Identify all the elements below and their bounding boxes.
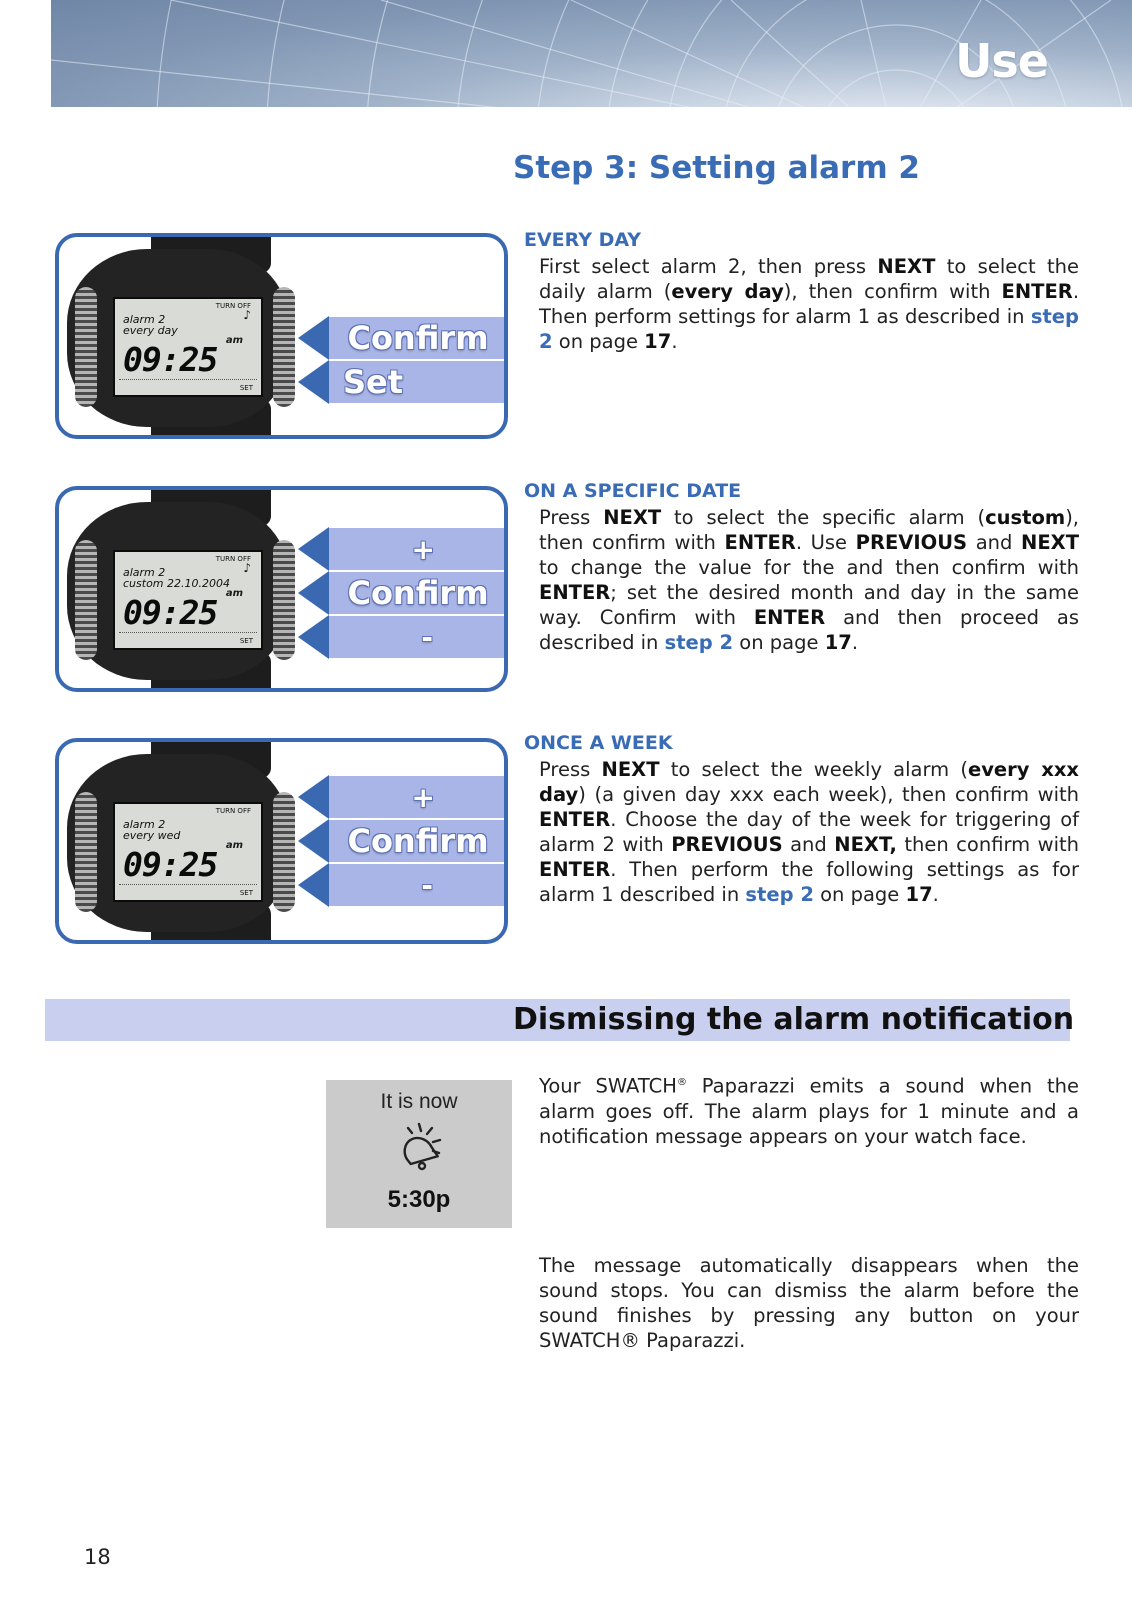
arrow-left-icon [298, 527, 329, 571]
display-ampm: am [225, 840, 243, 851]
confirm-button[interactable] [329, 820, 507, 862]
arrow-left-icon [298, 615, 329, 659]
set-label: SET [239, 889, 253, 897]
arrow-left-icon [298, 863, 329, 907]
dismiss-section-title: Dismissing the alarm notification [513, 1002, 1075, 1037]
watch-grip-left [75, 540, 97, 660]
button-label: Set [343, 363, 404, 401]
display-line-2: custom 22.10.2004 [123, 577, 230, 590]
turn-off-label: TURN OFF [215, 302, 251, 310]
button-label: + [411, 780, 435, 814]
paragraph-once-a-week: Press NEXT to select the weekly alarm (every xxx day) (a given day xxx each week), then confirm with ENTER. Choose the day of the week for triggering of alarm 2 with PREVIOUS and NEXT, then confirm with ENTER. Then perform the following settings as for alarm 1 described in step 2 on page 17. [539, 758, 1079, 906]
set-label: SET [239, 637, 253, 645]
alarm-notification-screen [326, 1080, 512, 1228]
notification-time: 5:30p [387, 1186, 451, 1213]
display-line-1: alarm 2 [123, 313, 166, 326]
confirm-button[interactable] [329, 317, 507, 359]
set-label: SET [239, 384, 253, 392]
minus-button[interactable] [329, 864, 507, 906]
watch-grip-right [273, 287, 295, 407]
button-label: - [421, 868, 433, 902]
header-title: Use [955, 34, 1048, 88]
paragraph-every-day: First select alarm 2, then press NEXT to select the daily alarm (every day), then confirm with ENTER. Then perform settings for alarm 1 as described in step 2 on page 17. [539, 255, 1080, 353]
arrow-left-icon [298, 571, 329, 615]
watch-display [113, 297, 263, 397]
display-divider [119, 632, 257, 633]
arrow-left-icon [298, 316, 329, 360]
step-title: Step 3: Setting alarm 2 [513, 150, 920, 186]
watch-grip-left [75, 792, 97, 912]
turn-off-label: TURN OFF [215, 555, 251, 563]
set-button[interactable] [329, 361, 507, 403]
display-line-2: every wed [123, 829, 181, 842]
plus-button[interactable] [329, 528, 507, 570]
watch-illustration-once-a-week [55, 738, 508, 944]
display-time: 09:25 [123, 845, 218, 884]
watch-grip-right [273, 540, 295, 660]
display-divider [119, 884, 257, 885]
plus-button[interactable] [329, 776, 507, 818]
paragraph-specific-date: Press NEXT to select the specific alarm (custom), then confirm with ENTER. Use PREVIOUS and NEXT to change the value for the and then confirm with ENTER; set the desired month and day in the same way. Confirm with ENTER and then proceed as described in step 2 on page 17. [539, 506, 1079, 654]
arrow-left-icon [298, 360, 329, 404]
watch-case [67, 754, 289, 932]
header-banner [51, 0, 1132, 107]
button-label: - [421, 620, 433, 654]
notification-text: It is now [380, 1090, 458, 1113]
display-ampm: am [225, 335, 243, 346]
display-line-1: alarm 2 [123, 566, 166, 579]
section-heading-once-a-week: ONCE A WEEK [524, 732, 673, 754]
watch-display [113, 802, 263, 902]
turn-off-label: TURN OFF [215, 807, 251, 815]
minus-button[interactable] [329, 616, 507, 658]
arrow-left-icon [298, 775, 329, 819]
button-label: Confirm [347, 822, 489, 860]
paragraph-dismiss-2: The message automatically disappears when the sound stops. You can dismiss the alarm before the sound finishes by pressing any button on your SWATCH® Paparazzi. [539, 1254, 1079, 1352]
watch-case [67, 249, 289, 427]
display-line-1: alarm 2 [123, 818, 166, 831]
arrow-left-icon [298, 819, 329, 863]
button-label: Confirm [347, 319, 489, 357]
display-divider [119, 379, 257, 380]
watch-grip-left [75, 287, 97, 407]
watch-case [67, 502, 289, 680]
confirm-button[interactable] [329, 572, 507, 614]
paragraph-dismiss-1: Your SWATCH® Paparazzi emits a sound when the alarm goes off. The alarm plays for 1 minute and a notification message appears on your watch face. [539, 1074, 1079, 1148]
display-line-2: every day [123, 324, 178, 337]
display-time: 09:25 [123, 593, 218, 632]
section-heading-specific-date: ON A SPECIFIC DATE [524, 480, 742, 502]
music-note-icon: ♪ [243, 561, 251, 575]
music-note-icon: ♪ [243, 308, 251, 322]
button-label: + [411, 532, 435, 566]
page-number: 18 [84, 1545, 111, 1569]
display-time: 09:25 [123, 340, 218, 379]
watch-illustration-specific-date [55, 486, 508, 692]
watch-display [113, 550, 263, 650]
button-label: Confirm [347, 574, 489, 612]
watch-grip-right [273, 792, 295, 912]
section-heading-every-day: EVERY DAY [524, 229, 642, 251]
watch-illustration-every-day [55, 233, 508, 439]
alarm-bell-icon [392, 1120, 446, 1174]
display-ampm: am [225, 588, 243, 599]
